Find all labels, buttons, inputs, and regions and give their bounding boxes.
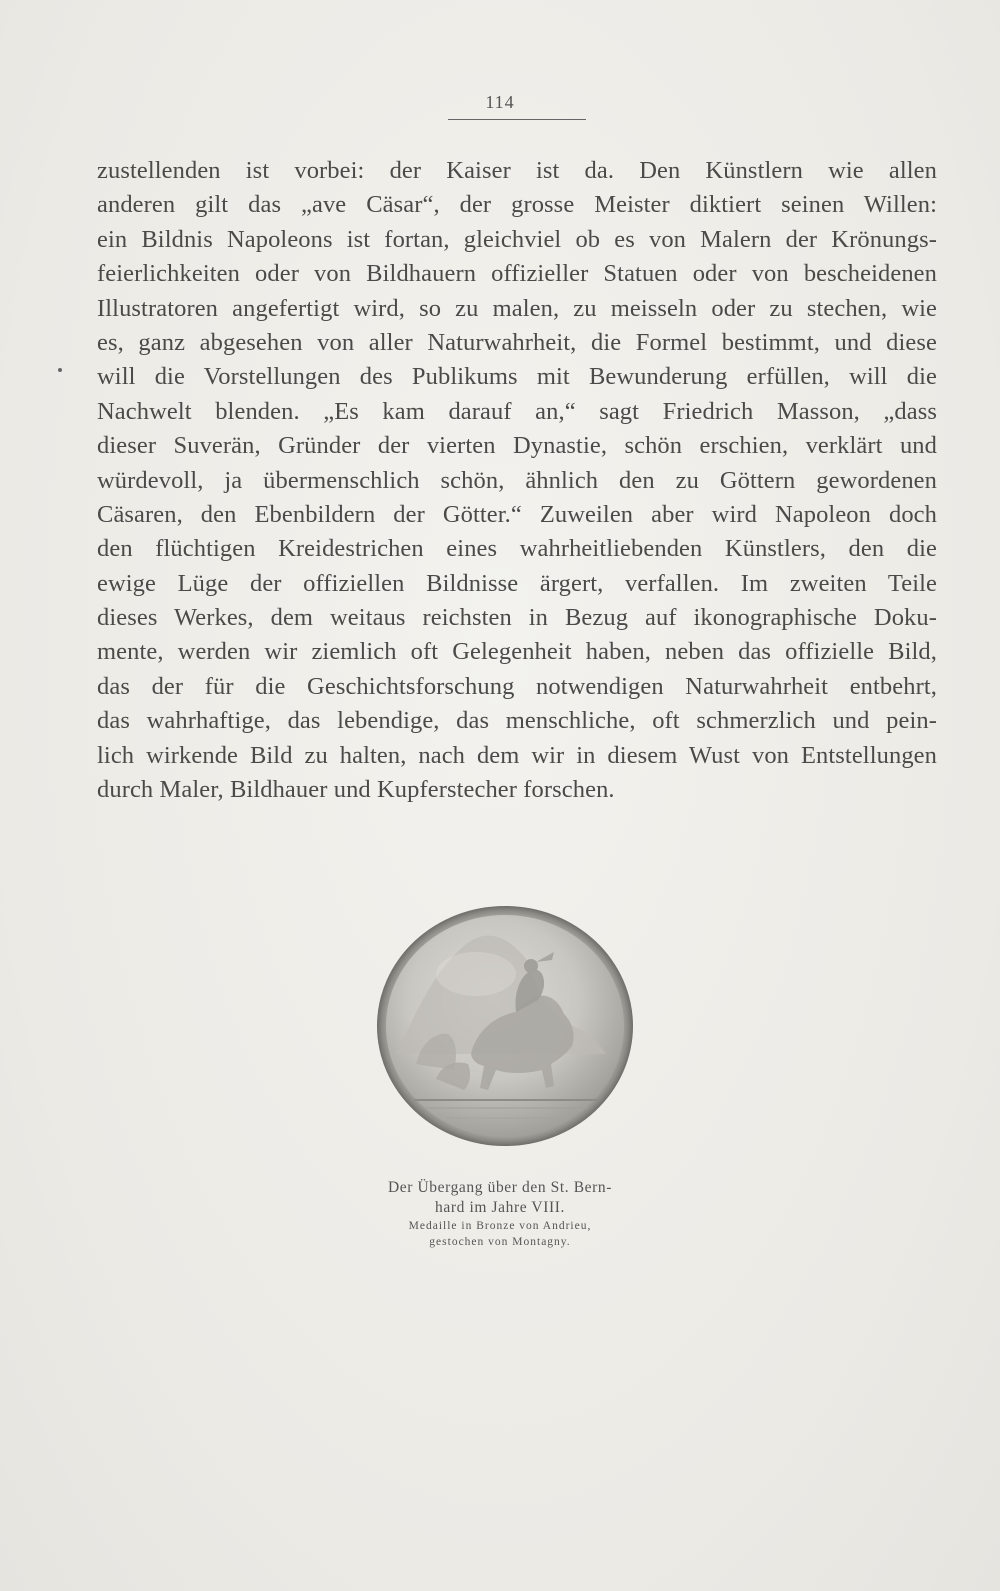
text-line: dieser Suverän, Gründer der vierten Dynastie, schön erschien, verklärt und [97, 432, 937, 460]
text-line: ein Bildnis Napoleons ist fortan, gleichviel ob es von Malern der Krönungs- [97, 225, 937, 253]
text-line: es, ganz abgesehen von aller Naturwahrheit, die Formel bestimmt, und diese [97, 328, 937, 356]
text-line: anderen gilt das „ave Cäsar“, der grosse Meister diktiert seinen Willen: [97, 191, 937, 219]
medal-image [376, 904, 634, 1148]
caption-credit-line: gestochen von Montagny. [429, 1236, 571, 1248]
text-line: Illustratoren angefertigt wird, so zu malen, zu meisseln oder zu stechen, wie [97, 294, 937, 322]
page-number: 114 [485, 92, 515, 112]
text-line: Cäsaren, den Ebenbildern der Götter.“ Zuweilen aber wird Napoleon doch [97, 500, 937, 528]
text-line: feierlichkeiten oder von Bildhauern offizieller Statuen oder von bescheidenen [97, 260, 937, 288]
text-line: durch Maler, Bildhauer und Kupferstecher forschen. [97, 776, 615, 804]
caption-title-line: Der Übergang über den St. Bern- [387, 1179, 613, 1196]
text-line: dieses Werkes, dem weitaus reichsten in Bezug auf ikonographische Doku- [97, 604, 937, 632]
text-line: das der für die Geschichtsforschung notwendigen Naturwahrheit entbehrt, [97, 672, 937, 700]
caption-title-line: hard im Jahre VIII. [435, 1199, 565, 1216]
text-line: würdevoll, ja übermenschlich schön, ähnlich den zu Göttern gewordenen [97, 466, 937, 494]
body-text [97, 154, 937, 807]
text-line: mente, werden wir ziemlich oft Gelegenheit haben, neben das offizielle Bild, [97, 638, 937, 666]
text-line: zustellenden ist vorbei: der Kaiser ist da. Den Künstlern wie allen [97, 157, 937, 184]
figure-caption [0, 1178, 1000, 1250]
text-line: Nachwelt blenden. „Es kam darauf an,“ sagt Friedrich Masson, „dass [97, 397, 937, 425]
margin-mark [58, 368, 62, 372]
caption-credit-line: Medaille in Bronze von Andrieu, [408, 1220, 592, 1232]
text-line: will die Vorstellungen des Publikums mit Bewunderung erfüllen, will die [97, 363, 937, 391]
text-line: lich wirkende Bild zu halten, nach dem wir in diesem Wust von Entstellungen [97, 741, 937, 769]
text-line: ewige Lüge der offiziellen Bildnisse ärgert, verfallen. Im zweiten Teile [97, 569, 937, 597]
text-line: das wahrhaftige, das lebendige, das menschliche, oft schmerzlich und pein- [97, 707, 937, 735]
text-line: den flüchtigen Kreidestrichen eines wahrheitliebenden Künstlers, den die [97, 535, 937, 563]
header-rule [448, 119, 586, 120]
